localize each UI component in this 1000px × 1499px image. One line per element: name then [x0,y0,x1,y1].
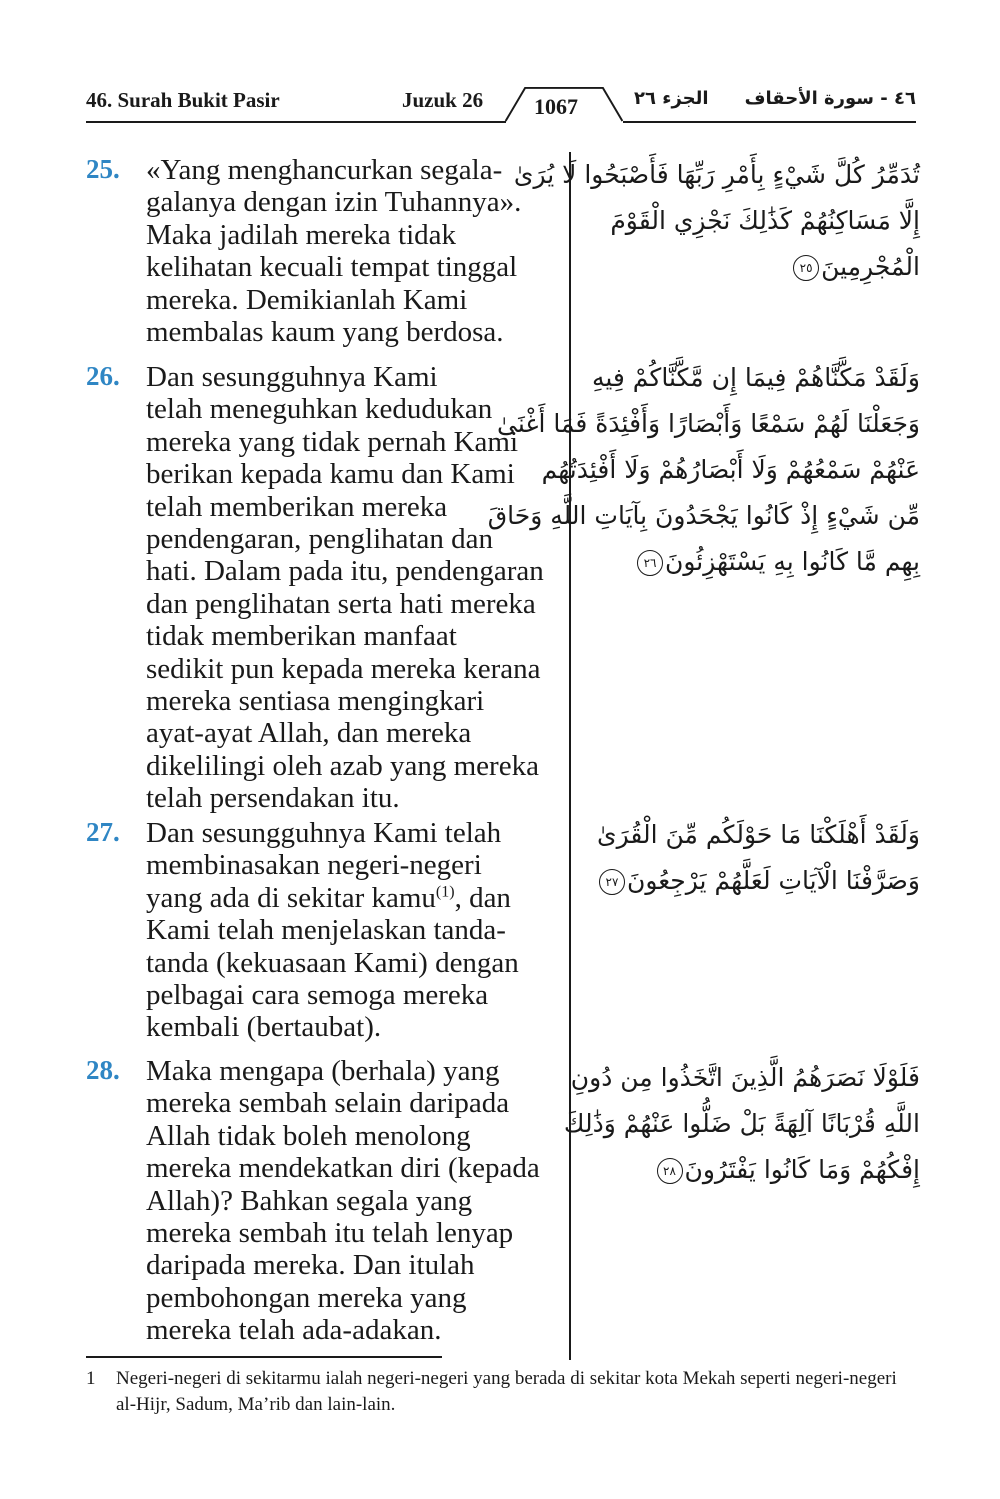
verse-translation [86,361,564,815]
verse-translation [86,817,564,1044]
ayah-marker-icon: ٢٥ [793,255,819,281]
footnote-number: 1 [86,1368,96,1389]
arabic-line [594,858,920,904]
verse-arabic [594,812,920,904]
verse-arabic [487,355,920,585]
arabic-line: اللَّهِ قُرْبَانًا آلِهَةً بَلْ ضَلُّوا عَنْهُمْ وَذَٰلِكَ [563,1109,920,1138]
arabic-line [594,539,920,585]
arabic-line-text: بِهِم مَّا كَانُوا بِهِ يَسْتَهْزِئُونَ [665,547,920,576]
arabic-line: تُدَمِّرُ كُلَّ شَيْءٍ بِأَمْرِ رَبِّهَا فَأَصْبَحُوا لَا يُرَىٰ [513,160,920,189]
header-rule-left [86,121,506,123]
verse-translation [86,154,564,348]
juzuk-label-latin: Juzuk 26 [402,88,484,112]
page-number: 1067 [534,94,578,119]
arabic-line: فَلَوْلَا نَصَرَهُمُ الَّذِينَ اتَّخَذُوا مِن دُونِ [570,1063,920,1092]
header-rule-right [623,121,916,123]
ayah-marker-icon: ٢٧ [599,869,625,895]
column-divider [569,152,571,1360]
verse-text [146,817,564,1044]
arabic-line-text: وَصَرَّفْنَا الْآيَاتِ لَعَلَّهُمْ يَرْجِعُونَ [626,866,920,895]
verse-number: 25. [86,154,120,184]
ayah-marker-icon: ٢٨ [657,1158,683,1184]
verse-arabic [513,152,920,290]
arabic-line: وَلَقَدْ مَكَّنَّاهُمْ فِيمَا إِن مَّكَّنَّاكُمْ فِيهِ [591,363,920,392]
verse-text: Maka mengapa (berhala) yang mereka sembah selain daripada Allah tidak boleh menolong mereka mendekatkan diri (kepada Allah)? Bahkan segala yang mereka sembah itu telah lenyap daripada mereka. Dan itulah pembohongan mereka yang mereka telah ada-adakan. [146,1055,540,1347]
surah-title-arabic: ٤٦ - سورة الأحقاف [744,88,916,109]
footnote [86,1366,920,1418]
verse-number: 26. [86,361,120,391]
footnote-rule [86,1356,442,1358]
footnote-text: Negeri-negeri di sekitarmu ialah negeri-negeri yang berada di sekitar kota Mekah seperti negeri-negeri al-Hijr, Sadum, Ma’rib dan lain-lain. [116,1368,897,1415]
verse-text-part: Dan sesungguhnya Kami telah membinasakan negeri-negeri yang ada di sekitar kamu [146,817,502,914]
verse-text-part: , dan Kami telah menjelaskan tanda- tanda (kekuasaan Kami) dengan pelbagai cara semoga mereka kembali (bertaubat). [146,881,519,1044]
verse-translation [86,1055,564,1347]
verse-text: Dan sesungguhnya Kami telah meneguhkan kedudukan mereka yang tidak pernah Kami berikan kepada kamu dan Kami telah memberikan mereka pendengaran, penglihatan dan hati. Dalam pada itu, pendengaran dan penglihatan serta hati mereka tidak memberikan manfaat sedikit pun kepada mereka kerana mereka sentiasa mengingkari ayat-ayat Allah, dan mereka dikelilingi oleh azab yang mereka telah persendakan itu. [146,361,544,815]
verse-number: 28. [86,1055,120,1085]
arabic-line: وَجَعَلْنَا لَهُمْ سَمْعًا وَأَبْصَارًا وَأَفْئِدَةً فَمَا أَغْنَىٰ [496,409,920,438]
juzuk-label-arabic: الجزء ٢٦ [634,88,709,109]
running-header [86,86,916,122]
arabic-line [594,244,920,290]
verse-number: 27. [86,817,120,847]
surah-title-latin: 46. Surah Bukit Pasir [86,88,280,112]
arabic-line: إِلَّا مَسَاكِنُهُمْ كَذَٰلِكَ نَجْزِي الْقَوْمَ [610,206,920,235]
arabic-line: وَلَقَدْ أَهْلَكْنَا مَا حَوْلَكُم مِّنَ الْقُرَىٰ [597,820,920,849]
ayah-marker-icon: ٢٦ [637,550,663,576]
verse-arabic [563,1055,920,1193]
arabic-line-text: الْمُجْرِمِينَ [821,252,920,281]
verse-text: «Yang menghancurkan segala- galanya dengan izin Tuhannya». Maka jadilah mereka tidak kelihatan kecuali tempat tinggal mereka. Demikianlah Kami membalas kaum yang berdosa. [146,154,522,349]
arabic-line [594,1147,920,1193]
arabic-line: عَنْهُمْ سَمْعُهُمْ وَلَا أَبْصَارُهُمْ وَلَا أَفْئِدَتُهُم [541,455,920,484]
footnote-reference: (1) [435,883,455,901]
arabic-line: مِّن شَيْءٍ إِذْ كَانُوا يَجْحَدُونَ بِآيَاتِ اللَّهِ وَحَاقَ [487,501,920,530]
arabic-line-text: إِفْكُهُمْ وَمَا كَانُوا يَفْتَرُونَ [684,1155,920,1184]
